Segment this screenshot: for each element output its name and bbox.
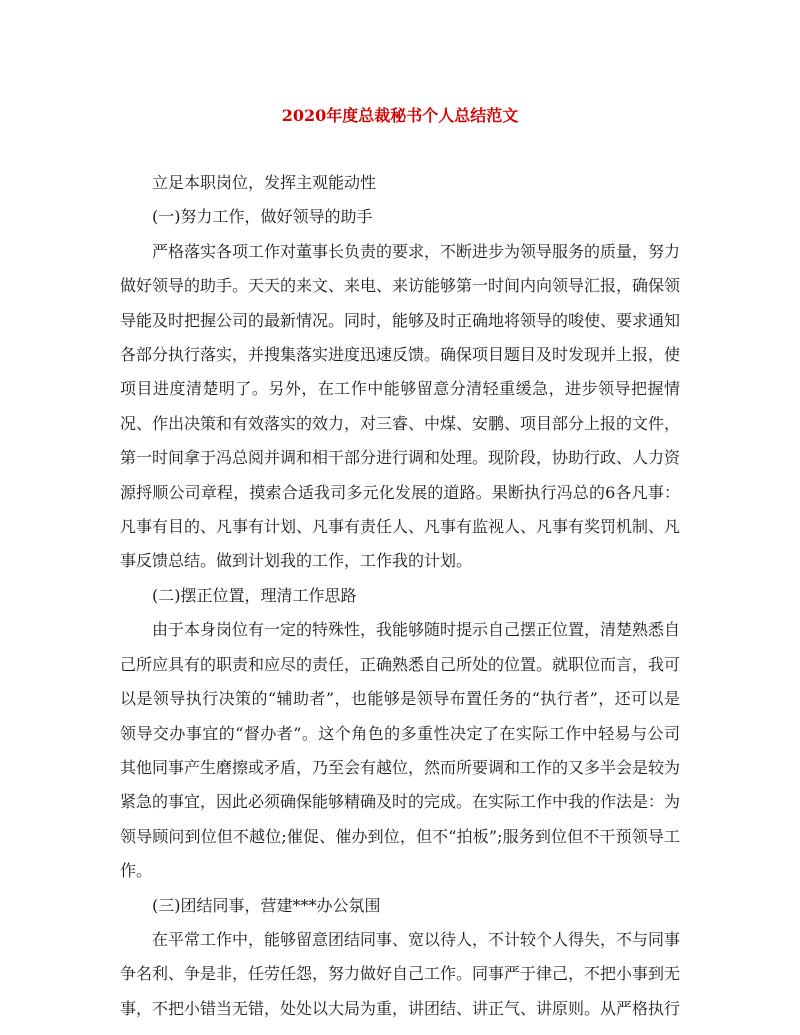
document-body — [120, 166, 680, 1026]
section-heading: 立足本职岗位，发挥主观能动性 — [152, 173, 377, 192]
body-paragraph: 在平常工作中，能够留意团结同事、宽以待人，不计较个人得失，不与同事争名利、争是非，任劳任怨，努力做好自己工作。同事严于律己，不把小事到无事，不把小错当无错，处处以大局为重，讲团结、讲正气、讲原则。从严格执行 — [120, 929, 681, 1018]
document-title: 2020年度总裁秘书个人总结范文 — [281, 106, 519, 125]
body-paragraph: 严格落实各项工作对董事长负责的要求，不断进步为领导服务的质量，努力做好领导的助手。天天的来文、来电、来访能够第一时间内向领导汇报，确保领导能及时把握公司的最新情况。同时，能够及时正确地将领导的唆使、要求通知各部分执行落实，并搜集落实进度迅速反馈。确保项目题目及时发现并上报，使项目进度清楚明了。另外，在工作中能够留意分清轻重缓急，进步领导把握情况、作出决策和有效落实的效力，对三睿、中煤、安鹏、项目部分上报的文件，第一时间拿于冯总阅并调和相干部分进行调和处理。现阶段，协助行政、人力资源捋顺公司章程，摸索合适我司多元化发展的道路。果断执行冯总的6各凡事：凡事有目的、凡事有计划、凡事有责任人、凡事有监视人、凡事有奖罚机制、凡事反馈总结。做到计划我的工作，工作我的计划。 — [120, 241, 681, 571]
subsection-heading: (二)摆正位置，理清工作思路 — [152, 585, 357, 605]
body-paragraph: 由于本身岗位有一定的特殊性，我能够随时提示自己摆正位置，清楚熟悉自己所应具有的职责和应尽的责任，正确熟悉自己所处的位置。就职位而言，我可以是领导执行决策的“辅助者”，也能够是领导布置任务的“执行者”，还可以是领导交办事宜的“督办者”。这个角色的多重性决定了在实际工作中轻易与公司其他同事产生磨擦或矛盾，乃至会有越位，然而所要调和工作的又多半会是较为紧急的事宜，因此必须确保能够精确及时的完成。在实际工作中我的作法是：为领导顾问到位但不越位;催促、催办到位，但不“拍板”;服务到位但不干预领导工作。 — [120, 620, 681, 881]
subsection-heading: (三)团结同事，营建***办公氛围 — [152, 895, 381, 915]
subsection-heading: (一)努力工作，做好领导的助手 — [152, 207, 373, 227]
